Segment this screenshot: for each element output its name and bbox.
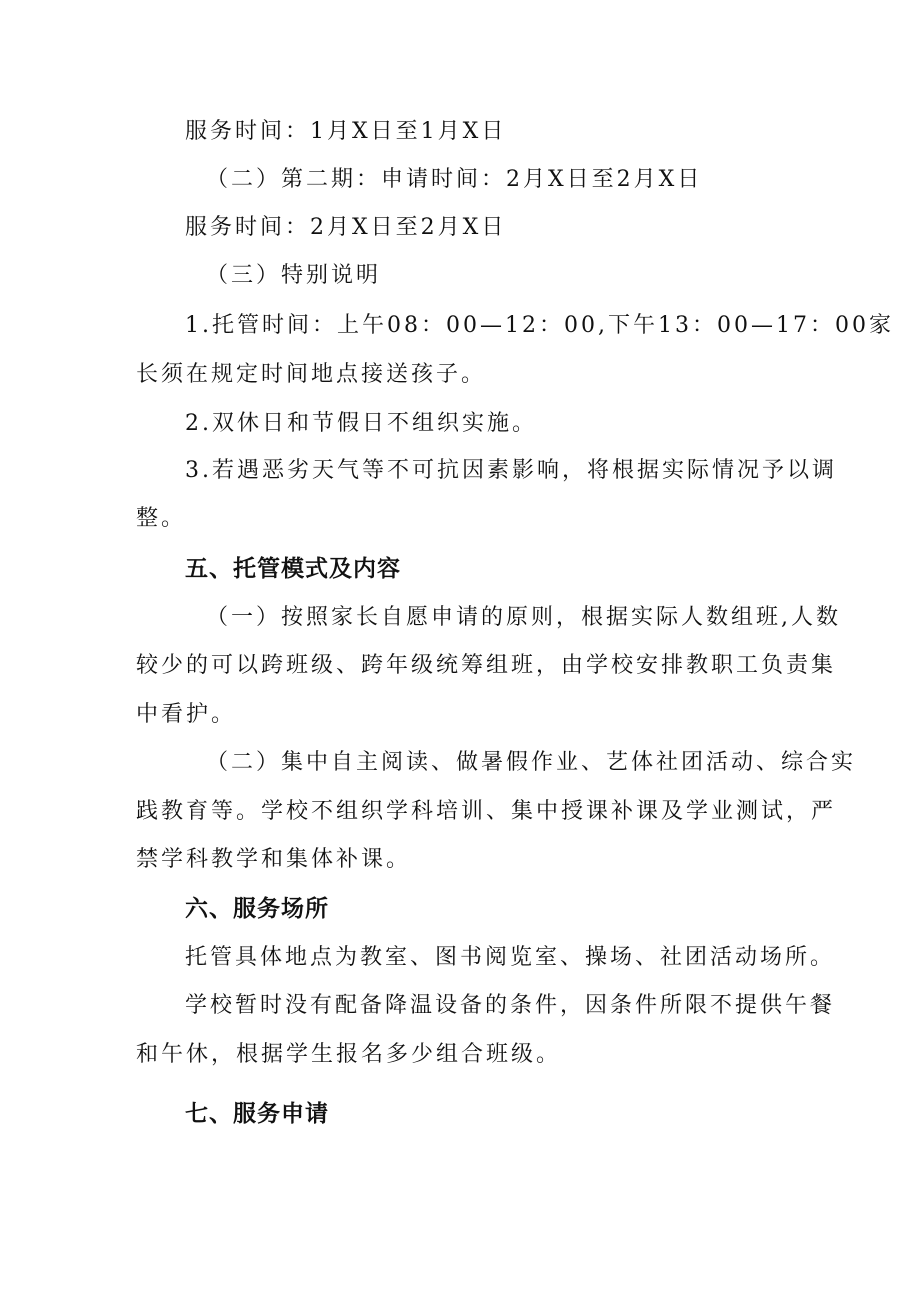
section-7-heading: 七、服务申请 <box>185 1101 329 1127</box>
section-5-heading: 五、托管模式及内容 <box>185 556 401 582</box>
note-3-line-1: 3.若遇恶劣天气等不可抗因素影响，将根据实际情况予以调 <box>185 458 837 483</box>
section-5-para-1-line-3: 中看护。 <box>136 702 237 727</box>
section-5-para-2-line-2: 践教育等。学校不组织学科培训、集中授课补课及学业测试，严 <box>136 799 837 824</box>
section-5-para-1-line-2: 较少的可以跨班级、跨年级统筹组班，由学校安排教职工负责集 <box>136 653 837 678</box>
service-time-period-1: 服务时间：1月X日至1月X日 <box>185 119 507 144</box>
section-5-para-2-line-1: （二）集中自主阅读、做暑假作业、艺体社团活动、综合实 <box>206 750 857 775</box>
section-6-para-2-line-1: 学校暂时没有配备降温设备的条件，因条件所限不提供午餐 <box>185 993 836 1018</box>
section-6-para-1: 托管具体地点为教室、图书阅览室、操场、社团活动场所。 <box>185 945 836 970</box>
note-3-line-2: 整。 <box>136 506 187 531</box>
period-2-application-time: （二）第二期：申请时间：2月X日至2月X日 <box>206 167 703 192</box>
section-5-para-2-line-3: 禁学科教学和集体补课。 <box>136 847 412 872</box>
note-1-line-1: 1.托管时间：上午08：00—12：00,下午13：00—17：00家 <box>185 313 894 338</box>
special-notes-heading: （三）特别说明 <box>206 263 382 288</box>
section-6-para-2-line-2: 和午休，根据学生报名多少组合班级。 <box>136 1042 562 1067</box>
note-2: 2.双休日和节假日不组织实施。 <box>185 411 537 436</box>
note-1-line-2: 长须在规定时间地点接送孩子。 <box>136 362 487 387</box>
section-6-heading: 六、服务场所 <box>185 896 329 922</box>
service-time-period-2: 服务时间：2月X日至2月X日 <box>185 215 507 240</box>
section-5-para-1-line-1: （一）按照家长自愿申请的原则，根据实际人数组班,人数 <box>206 605 841 630</box>
